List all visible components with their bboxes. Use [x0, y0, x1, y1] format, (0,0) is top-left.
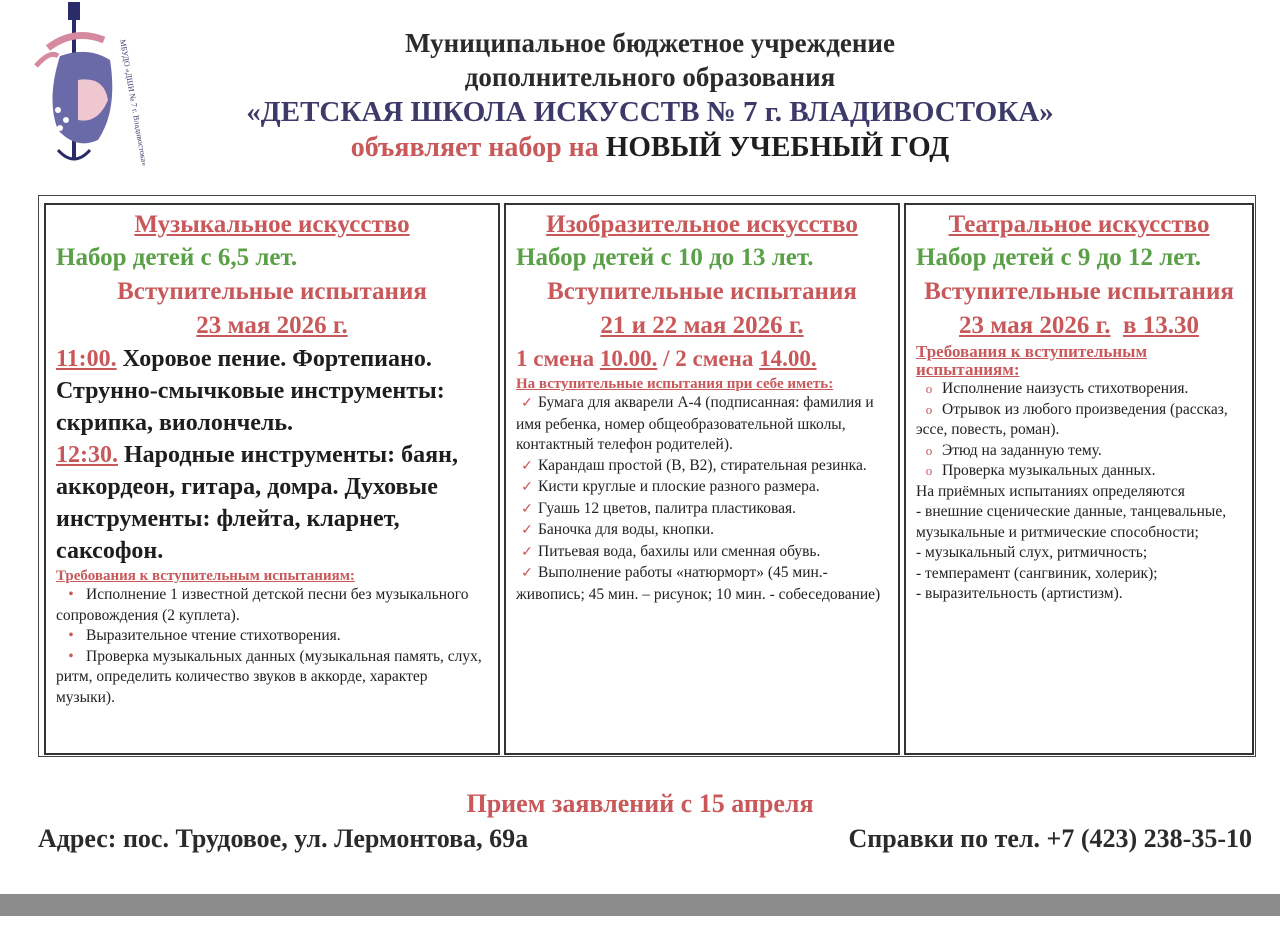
art-shift-2-time: 14.00. — [759, 346, 817, 371]
music-slot-2-time: 12:30. — [56, 442, 118, 468]
music-slot-1 — [56, 343, 488, 439]
theatre-column — [904, 203, 1254, 755]
list-item: ✓ Бумага для акварели А-4 (подписанная: фамилия и имя ребенка, номер общеобразовательной школы, контактный телефон родителей). — [516, 394, 874, 453]
intake-notice: Прием заявлений с 15 апреля — [466, 789, 814, 818]
art-shifts: 1 смена 10.00. / 2 смена 14.00. — [516, 346, 817, 371]
list-item: ✓ Карандаш простой (В, В2), стирательная резинка. — [516, 456, 888, 478]
music-req-title: Требования к вступительным испытаниям: — [56, 568, 355, 584]
art-req-title: На вступительные испытания при себе иметь: — [516, 376, 834, 392]
announcement-highlight: НОВЫЙ УЧЕБНЫЙ ГОД — [605, 131, 950, 163]
theatre-req-list — [916, 379, 1242, 605]
header — [150, 26, 1150, 166]
list-item: ✓ Кисти круглые и плоские разного размера. — [516, 477, 888, 499]
circle-bullet-icon: o — [925, 381, 933, 396]
address: Адрес: пос. Трудовое, ул. Лермонтова, 69а — [38, 824, 529, 853]
list-item: o Отрывок из любого произведения (рассказ, эссе, повесть, роман). — [916, 400, 1228, 438]
music-exam-label: Вступительные испытания — [117, 278, 427, 305]
theatre-note: - темперамент (сангвиник, холерик); — [916, 564, 1158, 582]
circle-bullet-icon: o — [925, 442, 933, 458]
announcement-line — [150, 130, 1150, 166]
music-slot-1-text: Хоровое пение. Фортепиано. Струнно-смычковые инструменты: скрипка, виолончель. — [56, 346, 445, 436]
theatre-note: - музыкальный слух, ритмичность; — [916, 544, 1148, 561]
check-icon: ✓ — [521, 458, 533, 474]
music-age: Набор детей с 6,5 лет. — [56, 244, 298, 271]
list-item: o Этюд на заданную тему. — [916, 441, 1242, 462]
art-title: Изобразительное искусство — [546, 211, 858, 238]
list-item: o Проверка музыкальных данных. — [916, 461, 1242, 482]
check-icon: ✓ — [521, 544, 533, 560]
theatre-note: На приёмных испытаниях определяются — [916, 482, 1185, 500]
phone-info: Справки по тел. +7 (423) 238-35-10 — [848, 824, 1252, 853]
art-column — [504, 203, 900, 755]
theatre-title: Театральное искусство — [948, 211, 1210, 238]
list-item: • Проверка музыкальных данных (музыкальная память, слух, ритм, определить количество звуков в аккорде, характер музыки). — [56, 647, 482, 706]
announcement-prefix: объявляет набор на — [350, 132, 606, 163]
art-shift-1-time: 10.00. — [599, 346, 658, 371]
list-item: ✓ Гуашь 12 цветов, палитра пластиковая. — [516, 499, 888, 521]
theatre-note: - выразительность (артистизм). — [916, 585, 1123, 602]
school-name: «ДЕТСКАЯ ШКОЛА ИСКУССТВ № 7 г. ВЛАДИВОСТОКА» — [246, 96, 1054, 128]
list-item: • Выразительное чтение стихотворения. — [68, 627, 341, 644]
check-icon: ✓ — [521, 523, 533, 538]
logo-caption: МБУДО «ДШИ № 7 г. Владивостока» — [118, 38, 150, 167]
theatre-exam-label: Вступительные испытания — [924, 278, 1234, 305]
list-item: ✓ Питьевая вода, бахилы или сменная обувь. — [516, 542, 888, 564]
theatre-exam-time: в 13.30 — [1122, 312, 1199, 339]
art-age: Набор детей с 10 до 13 лет. — [516, 244, 814, 271]
check-icon: ✓ — [521, 501, 533, 517]
music-req-list — [56, 585, 488, 708]
music-exam-date: 23 мая 2026 г. — [196, 312, 348, 339]
list-item: o Исполнение наизусть стихотворения. — [916, 379, 1242, 400]
music-slot-2-text: Народные инструменты: баян, аккордеон, гитара, домра. Духовые инструменты: флейта, кларнет, саксофон. — [56, 442, 458, 564]
circle-bullet-icon: o — [925, 401, 933, 417]
art-exam-date: 21 и 22 мая 2026 г. — [600, 312, 804, 339]
theatre-age: Набор детей с 9 до 12 лет. — [916, 244, 1202, 271]
check-icon: ✓ — [521, 480, 533, 495]
art-req-list — [516, 393, 888, 605]
header-line-2: дополнительного образования — [464, 62, 836, 92]
music-column — [44, 203, 500, 755]
music-slot-1-time: 11:00. — [56, 346, 117, 372]
music-title: Музыкальное искусство — [134, 211, 410, 238]
list-item: ✓ Выполнение работы «натюрморт» (45 мин.- живопись; 45 мин. – рисунок; 10 мин. - собеседование) — [516, 564, 881, 603]
list-item: • Исполнение 1 известной детской песни без музыкального сопровождения (2 куплета). — [56, 586, 469, 624]
check-icon: ✓ — [521, 566, 533, 581]
bottom-bar — [0, 894, 1280, 916]
theatre-req-title: Требования к вступительным испытаниям: — [916, 342, 1148, 379]
music-slot-2 — [56, 439, 488, 567]
theatre-exam-date: 23 мая 2026 г. — [959, 312, 1111, 339]
school-logo — [28, 0, 150, 172]
theatre-note: - внешние сценические данные, танцевальные, музыкальные и ритмические способности; — [916, 503, 1227, 541]
art-exam-label: Вступительные испытания — [547, 278, 857, 305]
header-line-1: Муниципальное бюджетное учреждение — [405, 28, 895, 58]
circle-bullet-icon: o — [925, 463, 933, 478]
check-icon: ✓ — [521, 396, 533, 411]
list-item: ✓ Баночка для воды, кнопки. — [516, 520, 888, 542]
